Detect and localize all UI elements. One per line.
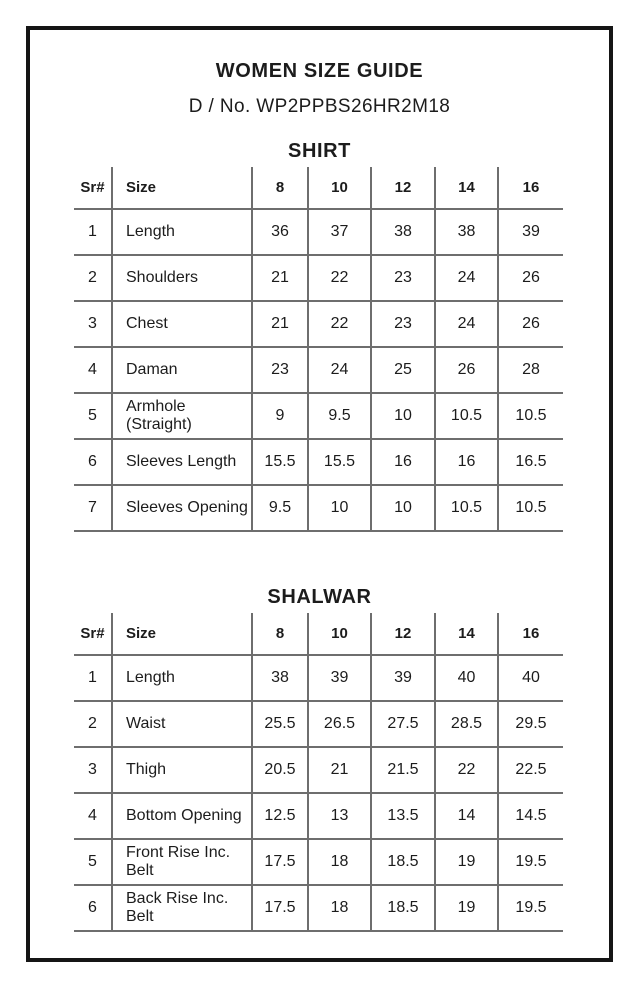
- size-value-cell: 36: [252, 209, 308, 255]
- sr-number-cell: 3: [74, 747, 112, 793]
- size-value-cell: 22: [308, 255, 371, 301]
- size-value-cell: 39: [498, 209, 563, 255]
- column-header-sr: Sr#: [74, 613, 112, 655]
- size-value-cell: 26: [498, 301, 563, 347]
- column-header-size: Size: [112, 167, 252, 209]
- size-value-cell: 10: [308, 485, 371, 531]
- size-value-cell: 19: [435, 839, 498, 885]
- size-value-cell: 37: [308, 209, 371, 255]
- size-value-cell: 10.5: [435, 485, 498, 531]
- table-row: [74, 485, 563, 531]
- table-row: [74, 839, 563, 885]
- sr-number-cell: 1: [74, 655, 112, 701]
- size-value-cell: 26: [498, 255, 563, 301]
- table-row: [74, 747, 563, 793]
- table-row: [74, 655, 563, 701]
- measurement-name-cell: Shoulders: [112, 255, 252, 301]
- measurement-name-cell: Chest: [112, 301, 252, 347]
- table-row: [74, 255, 563, 301]
- size-value-cell: 16.5: [498, 439, 563, 485]
- shalwar-section: [30, 586, 609, 932]
- table-row: [74, 393, 563, 439]
- size-value-cell: 25.5: [252, 701, 308, 747]
- size-value-cell: 39: [371, 655, 435, 701]
- measurement-name-cell: Length: [112, 209, 252, 255]
- size-value-cell: 39: [308, 655, 371, 701]
- sr-number-cell: 2: [74, 255, 112, 301]
- sr-number-cell: 5: [74, 839, 112, 885]
- table-row: [74, 301, 563, 347]
- measurement-name-cell: Thigh: [112, 747, 252, 793]
- table-row: [74, 347, 563, 393]
- column-header-size-12: 12: [371, 167, 435, 209]
- sr-number-cell: 3: [74, 301, 112, 347]
- measurement-name-cell: Armhole (Straight): [112, 393, 252, 439]
- column-header-size-10: 10: [308, 167, 371, 209]
- size-value-cell: 23: [252, 347, 308, 393]
- column-header-size-8: 8: [252, 167, 308, 209]
- size-value-cell: 40: [435, 655, 498, 701]
- size-value-cell: 9: [252, 393, 308, 439]
- size-value-cell: 26: [435, 347, 498, 393]
- size-value-cell: 16: [371, 439, 435, 485]
- size-value-cell: 23: [371, 255, 435, 301]
- column-header-size-8: 8: [252, 613, 308, 655]
- size-value-cell: 26.5: [308, 701, 371, 747]
- sr-number-cell: 2: [74, 701, 112, 747]
- size-value-cell: 15.5: [252, 439, 308, 485]
- shalwar-size-table: [74, 613, 563, 932]
- size-value-cell: 10.5: [498, 485, 563, 531]
- page-border-frame: [26, 26, 613, 962]
- size-value-cell: 22.5: [498, 747, 563, 793]
- design-number: D / No. WP2PPBS26HR2M18: [188, 96, 451, 117]
- measurement-name-cell: Daman: [112, 347, 252, 393]
- size-value-cell: 9.5: [252, 485, 308, 531]
- size-value-cell: 18: [308, 839, 371, 885]
- size-value-cell: 24: [308, 347, 371, 393]
- size-value-cell: 16: [435, 439, 498, 485]
- size-value-cell: 17.5: [252, 885, 308, 931]
- size-value-cell: 25: [371, 347, 435, 393]
- measurement-name-cell: Sleeves Length: [112, 439, 252, 485]
- sr-number-cell: 6: [74, 885, 112, 931]
- size-value-cell: 10.5: [498, 393, 563, 439]
- size-value-cell: 17.5: [252, 839, 308, 885]
- size-value-cell: 21: [252, 301, 308, 347]
- size-value-cell: 19: [435, 885, 498, 931]
- table-header-row: [74, 167, 563, 209]
- size-value-cell: 22: [435, 747, 498, 793]
- size-value-cell: 21: [308, 747, 371, 793]
- table-row: [74, 885, 563, 931]
- size-value-cell: 14: [435, 793, 498, 839]
- size-value-cell: 18: [308, 885, 371, 931]
- size-value-cell: 15.5: [308, 439, 371, 485]
- size-value-cell: 24: [435, 255, 498, 301]
- size-value-cell: 38: [252, 655, 308, 701]
- size-value-cell: 14.5: [498, 793, 563, 839]
- size-value-cell: 38: [435, 209, 498, 255]
- column-header-size-12: 12: [371, 613, 435, 655]
- size-value-cell: 18.5: [371, 885, 435, 931]
- measurement-name-cell: Length: [112, 655, 252, 701]
- column-header-size-16: 16: [498, 167, 563, 209]
- size-value-cell: 13.5: [371, 793, 435, 839]
- table-row: [74, 439, 563, 485]
- size-value-cell: 22: [308, 301, 371, 347]
- size-value-cell: 20.5: [252, 747, 308, 793]
- size-value-cell: 10: [371, 393, 435, 439]
- size-value-cell: 13: [308, 793, 371, 839]
- table-header-row: [74, 613, 563, 655]
- sr-number-cell: 5: [74, 393, 112, 439]
- size-value-cell: 18.5: [371, 839, 435, 885]
- shalwar-table-title: SHALWAR: [267, 586, 372, 608]
- size-value-cell: 19.5: [498, 885, 563, 931]
- size-value-cell: 19.5: [498, 839, 563, 885]
- size-value-cell: 21.5: [371, 747, 435, 793]
- size-value-cell: 27.5: [371, 701, 435, 747]
- size-value-cell: 10.5: [435, 393, 498, 439]
- size-value-cell: 28.5: [435, 701, 498, 747]
- shirt-table-title: SHIRT: [288, 140, 351, 162]
- page-title: WOMEN SIZE GUIDE: [215, 60, 424, 82]
- sr-number-cell: 7: [74, 485, 112, 531]
- measurement-name-cell: Back Rise Inc. Belt: [112, 885, 252, 931]
- size-value-cell: 21: [252, 255, 308, 301]
- size-value-cell: 9.5: [308, 393, 371, 439]
- measurement-name-cell: Waist: [112, 701, 252, 747]
- column-header-size-16: 16: [498, 613, 563, 655]
- size-value-cell: 40: [498, 655, 563, 701]
- size-value-cell: 12.5: [252, 793, 308, 839]
- column-header-size-14: 14: [435, 613, 498, 655]
- measurement-name-cell: Sleeves Opening: [112, 485, 252, 531]
- measurement-name-cell: Bottom Opening: [112, 793, 252, 839]
- measurement-name-cell: Front Rise Inc. Belt: [112, 839, 252, 885]
- table-row: [74, 701, 563, 747]
- sr-number-cell: 4: [74, 793, 112, 839]
- sr-number-cell: 6: [74, 439, 112, 485]
- column-header-size-14: 14: [435, 167, 498, 209]
- size-value-cell: 28: [498, 347, 563, 393]
- table-row: [74, 793, 563, 839]
- column-header-size-10: 10: [308, 613, 371, 655]
- column-header-size: Size: [112, 613, 252, 655]
- sr-number-cell: 4: [74, 347, 112, 393]
- column-header-sr: Sr#: [74, 167, 112, 209]
- shirt-size-table: [74, 167, 563, 532]
- table-row: [74, 209, 563, 255]
- size-value-cell: 23: [371, 301, 435, 347]
- sr-number-cell: 1: [74, 209, 112, 255]
- size-value-cell: 29.5: [498, 701, 563, 747]
- size-value-cell: 10: [371, 485, 435, 531]
- size-value-cell: 24: [435, 301, 498, 347]
- shirt-section: [30, 140, 609, 532]
- size-value-cell: 38: [371, 209, 435, 255]
